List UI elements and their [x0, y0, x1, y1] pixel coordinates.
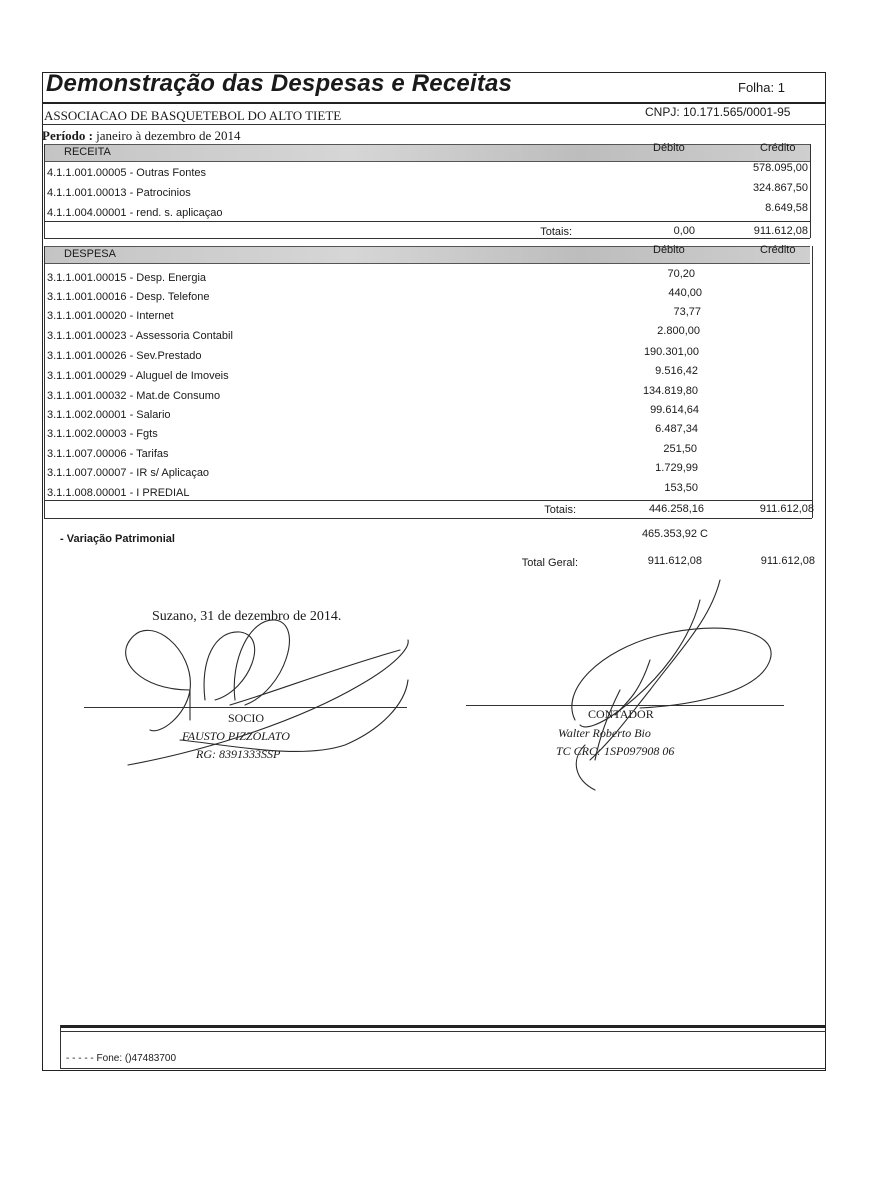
page-number — [738, 80, 785, 95]
account-label: 3.1.1.008.00001 - I PREDIAL — [47, 487, 190, 499]
despesa-row — [47, 428, 158, 440]
period-label: Período : — [42, 128, 93, 143]
place-date: Suzano, 31 de dezembro de 2014. — [152, 609, 342, 624]
receita-debit-header: Débito — [653, 142, 685, 154]
contador-signature-line — [466, 705, 784, 706]
despesa-total-debit: 446.258,16 — [648, 503, 704, 515]
account-label: 3.1.1.001.00015 - Desp. Energia — [47, 272, 207, 284]
debit-value: 70,20 — [667, 268, 695, 280]
despesa-row — [47, 409, 171, 421]
account-label: 4.1.1.001.00005 - Outras Fontes — [47, 167, 206, 179]
account-label: 3.1.1.002.00003 - Fgts — [47, 428, 158, 440]
folha-label: Folha: — [738, 80, 775, 95]
despesa-row — [47, 370, 229, 382]
receita-totals-label: Totais: — [540, 226, 572, 238]
despesa-row — [47, 291, 209, 303]
despesa-credit-header: Crédito — [760, 244, 796, 256]
debit-value: 440,00 — [668, 287, 702, 299]
account-label: 4.1.1.004.00001 - rend. s. aplicaçao — [47, 207, 223, 219]
account-label: 3.1.1.001.00026 - Sev.Prestado — [47, 350, 202, 362]
receita-row — [47, 167, 206, 179]
despesa-right-border — [812, 246, 813, 518]
contador-crc: TC CRC: 1SP097908 06 — [556, 744, 675, 758]
debit-value: 73,77 — [673, 306, 701, 318]
debit-value: 9.516,42 — [655, 365, 698, 377]
account-label: 3.1.1.001.00020 - Internet — [47, 310, 174, 322]
footer-left-border — [60, 1025, 61, 1069]
variacao-value: 465.353,92 C — [641, 528, 708, 540]
total-geral-debit: 911.612,08 — [647, 555, 702, 567]
folha-value: 1 — [777, 80, 785, 95]
despesa-row — [47, 467, 209, 479]
despesa-row — [47, 487, 189, 499]
despesa-total-credit: 911.612,08 — [759, 503, 814, 515]
account-label: 3.1.1.001.00029 - Aluguel de Imoveis — [47, 370, 229, 382]
receita-credit-header: Crédito — [760, 142, 796, 154]
account-label: 3.1.1.001.00023 - Assessoria Contabil — [47, 330, 233, 342]
contador-role: CONTADOR — [588, 707, 654, 721]
despesa-row — [47, 448, 169, 460]
receita-right-border — [810, 144, 811, 238]
debit-value: 2.800,00 — [657, 325, 700, 337]
socio-rg: RG: 8391333SSP — [196, 747, 281, 761]
debit-value: 6.487,34 — [655, 423, 698, 435]
period-value: janeiro à dezembro de 2014 — [96, 128, 241, 143]
footer-phone: - - - - - Fone: ()47483700 — [66, 1053, 177, 1064]
receita-bottom-rule — [44, 238, 810, 239]
despesa-row — [47, 330, 233, 342]
debit-value: 251,50 — [663, 443, 697, 455]
entity-rule — [42, 124, 826, 125]
credit-value: 324.867,50 — [752, 182, 808, 194]
footer-rule-bottom — [60, 1068, 826, 1069]
despesa-row — [47, 390, 220, 402]
credit-value: 8.649,58 — [765, 202, 808, 214]
report-title: Demonstração das Despesas e Receitas — [46, 70, 513, 97]
receita-total-debit: 0,00 — [673, 225, 695, 237]
debit-value: 134.819,80 — [642, 385, 698, 397]
receita-totals-rule — [44, 221, 810, 222]
debit-value: 99.614,64 — [650, 404, 699, 416]
credit-value: 578.095,00 — [752, 162, 808, 174]
despesa-totals-rule — [44, 500, 812, 501]
debit-value: 190.301,00 — [643, 346, 699, 358]
receita-row — [47, 207, 223, 219]
despesa-bottom-rule — [44, 518, 812, 519]
cnpj: CNPJ: 10.171.565/0001-95 — [645, 105, 791, 119]
despesa-left-border — [44, 246, 45, 518]
despesa-row — [47, 350, 202, 362]
receita-label: RECEITA — [64, 146, 111, 158]
account-label: 3.1.1.007.00006 - Tarifas — [47, 448, 169, 460]
receita-left-border — [44, 144, 45, 238]
account-label: 3.1.1.001.00032 - Mat.de Consumo — [47, 390, 221, 402]
contador-name: Walter Roberto Bio — [558, 726, 651, 740]
despesa-row — [47, 310, 174, 322]
debit-value: 1.729,99 — [655, 462, 698, 474]
despesa-header-bar — [44, 246, 810, 264]
despesa-row — [47, 272, 206, 284]
total-geral-credit: 911.612,08 — [760, 555, 815, 567]
account-label: 3.1.1.002.00001 - Salario — [47, 409, 171, 421]
account-label: 3.1.1.007.00007 - IR s/ Aplicaçao — [47, 467, 210, 479]
despesa-totals-label: Totais: — [544, 504, 576, 516]
socio-name: FAUSTO PIZZOLATO — [182, 729, 290, 743]
period — [42, 128, 241, 144]
account-label: 3.1.1.001.00016 - Desp. Telefone — [47, 291, 210, 303]
header-rule — [42, 102, 826, 104]
socio-signature-line — [84, 707, 407, 708]
receita-row — [47, 187, 191, 199]
variacao-label: - Variação Patrimonial — [60, 533, 175, 545]
account-label: 4.1.1.001.00013 - Patrocinios — [47, 187, 191, 199]
footer-rule-top — [60, 1025, 826, 1028]
despesa-label: DESPESA — [64, 248, 116, 260]
entity-name: ASSOCIACAO DE BASQUETEBOL DO ALTO TIETE — [44, 108, 342, 123]
footer-rule-inner — [60, 1031, 826, 1032]
receita-total-credit: 911.612,08 — [753, 225, 808, 237]
receita-header-bar — [44, 144, 810, 162]
total-geral-label: Total Geral: — [521, 557, 578, 569]
socio-role: SOCIO — [228, 711, 265, 725]
debit-value: 153,50 — [664, 482, 698, 494]
despesa-debit-header: Débito — [653, 244, 685, 256]
